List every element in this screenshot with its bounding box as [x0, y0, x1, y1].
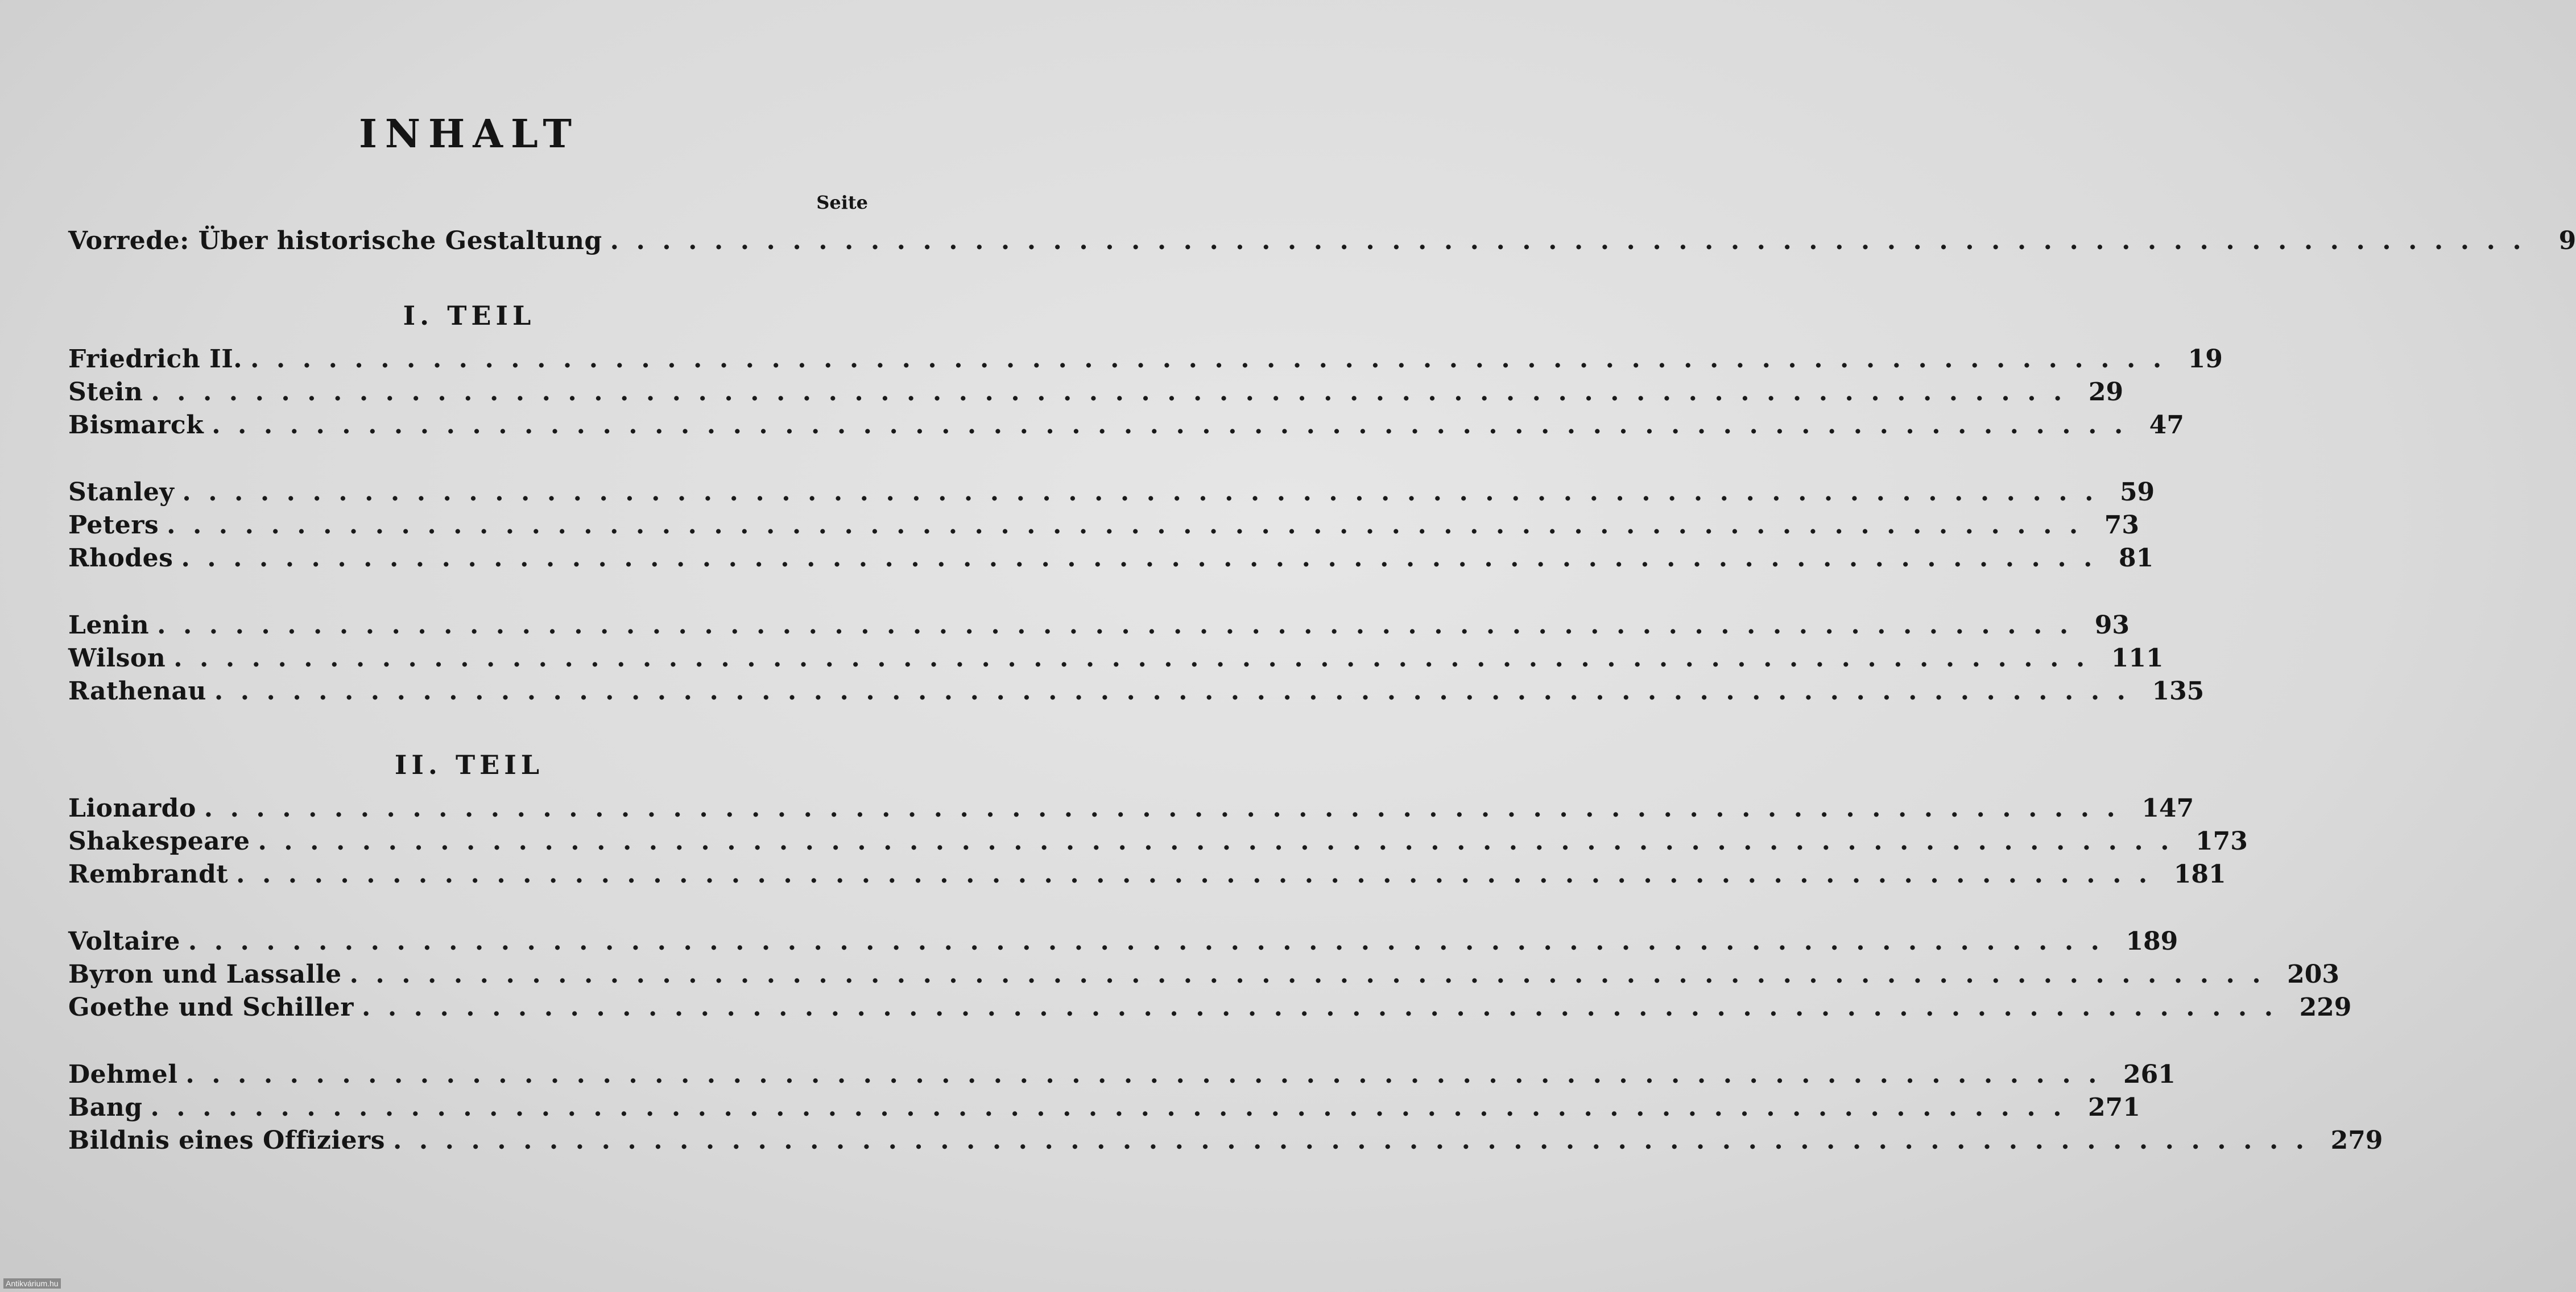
entry-title: Peters: [68, 511, 159, 540]
entry-page: 147: [2141, 794, 2194, 823]
page-column-label: Seite: [816, 192, 868, 213]
toc-entry: [68, 993, 2352, 1026]
leader-dots: ..........................................................................: [181, 544, 2110, 573]
leader-dots: ..........................................................................: [151, 378, 2079, 407]
entry-title: Rembrandt: [68, 860, 229, 889]
leader-dots: ..........................................................................: [188, 927, 2117, 956]
toc-entry: [68, 960, 2340, 993]
entry-title: Goethe und Schiller: [68, 993, 354, 1022]
leader-dots: ..........................................................................: [204, 794, 2133, 823]
toc-entry: [68, 860, 2226, 893]
leader-dots: ..........................................................................: [167, 511, 2095, 540]
entry-page: 9: [2558, 226, 2576, 255]
toc-entry: [68, 345, 2223, 378]
entry-page: 29: [2088, 378, 2124, 407]
leader-dots: ..........................................................................: [185, 1060, 2114, 1089]
entry-title: Stanley: [68, 478, 175, 507]
toc-entry: [68, 677, 2205, 710]
entry-page: 73: [2104, 511, 2139, 540]
entry-title: Lionardo: [68, 794, 196, 823]
leader-dots: ..........................................................................: [362, 993, 2290, 1022]
entry-page: 203: [2287, 960, 2340, 989]
entry-page: 81: [2119, 544, 2154, 573]
page-title: INHALT: [359, 111, 580, 157]
toc-entry: [68, 927, 2178, 960]
toc-entry: [68, 478, 2155, 511]
entry-title: Stein: [68, 378, 143, 407]
toc-entry: [68, 1093, 2140, 1126]
entry-title: Bang: [68, 1093, 143, 1122]
entry-page: 135: [2152, 677, 2205, 706]
entry-title: Vorrede: Über historische Gestaltung: [68, 226, 602, 255]
entry-page: 47: [2149, 411, 2184, 440]
toc-entry: [68, 644, 2164, 677]
entry-title: Friedrich II.: [68, 345, 243, 374]
toc-entry: [68, 544, 2154, 577]
toc-entry-preface: [68, 226, 2576, 259]
entry-page: 279: [2330, 1126, 2383, 1155]
leader-dots: ..........................................................................: [173, 644, 2102, 673]
entry-title: Wilson: [68, 644, 166, 673]
leader-dots: ..........................................................................: [393, 1126, 2322, 1155]
leader-dots: ..........................................................................: [150, 1093, 2079, 1122]
leader-dots: ..........................................................................: [258, 827, 2187, 856]
leader-dots: ..........................................................................: [250, 345, 2179, 374]
entry-title: Dehmel: [68, 1060, 178, 1089]
entry-page: 261: [2123, 1060, 2176, 1089]
part-heading-1: I. TEIL: [403, 300, 536, 331]
entry-page: 111: [2111, 644, 2164, 673]
entry-page: 271: [2088, 1093, 2140, 1122]
entry-title: Rhodes: [68, 544, 173, 573]
leader-dots: ..........................................................................: [236, 860, 2165, 889]
watermark: Antikvárium.hu: [3, 1278, 61, 1289]
entry-page: 229: [2299, 993, 2352, 1022]
entry-title: Bildnis eines Offiziers: [68, 1126, 386, 1155]
toc-entry: [68, 794, 2194, 827]
entry-title: Shakespeare: [68, 827, 250, 856]
toc-entry: [68, 827, 2248, 860]
entry-page: 19: [2188, 345, 2223, 374]
entry-title: Bismarck: [68, 411, 204, 440]
toc-entry: [68, 378, 2124, 411]
entry-title: Voltaire: [68, 927, 180, 956]
entry-page: 173: [2195, 827, 2248, 856]
toc-entry: [68, 411, 2184, 444]
leader-dots: ..........................................................................: [610, 226, 2539, 255]
toc-entry: [68, 1060, 2176, 1093]
entry-title: Lenin: [68, 611, 150, 640]
part-heading-2: II. TEIL: [394, 749, 544, 780]
toc-entry: [68, 611, 2130, 644]
entry-page: 59: [2119, 478, 2155, 507]
entry-page: 181: [2173, 860, 2226, 889]
toc-entry: [68, 1126, 2383, 1159]
entry-title: Rathenau: [68, 677, 206, 706]
entry-page: 189: [2126, 927, 2178, 956]
toc-entry: [68, 511, 2139, 544]
entry-title: Byron und Lassalle: [68, 960, 342, 989]
leader-dots: ..........................................................................: [214, 677, 2143, 706]
leader-dots: ..........................................................................: [157, 611, 2086, 640]
leader-dots: ..........................................................................: [212, 411, 2140, 440]
entry-page: 93: [2094, 611, 2130, 640]
leader-dots: ..........................................................................: [349, 960, 2279, 989]
leader-dots: ..........................................................................: [182, 478, 2111, 507]
